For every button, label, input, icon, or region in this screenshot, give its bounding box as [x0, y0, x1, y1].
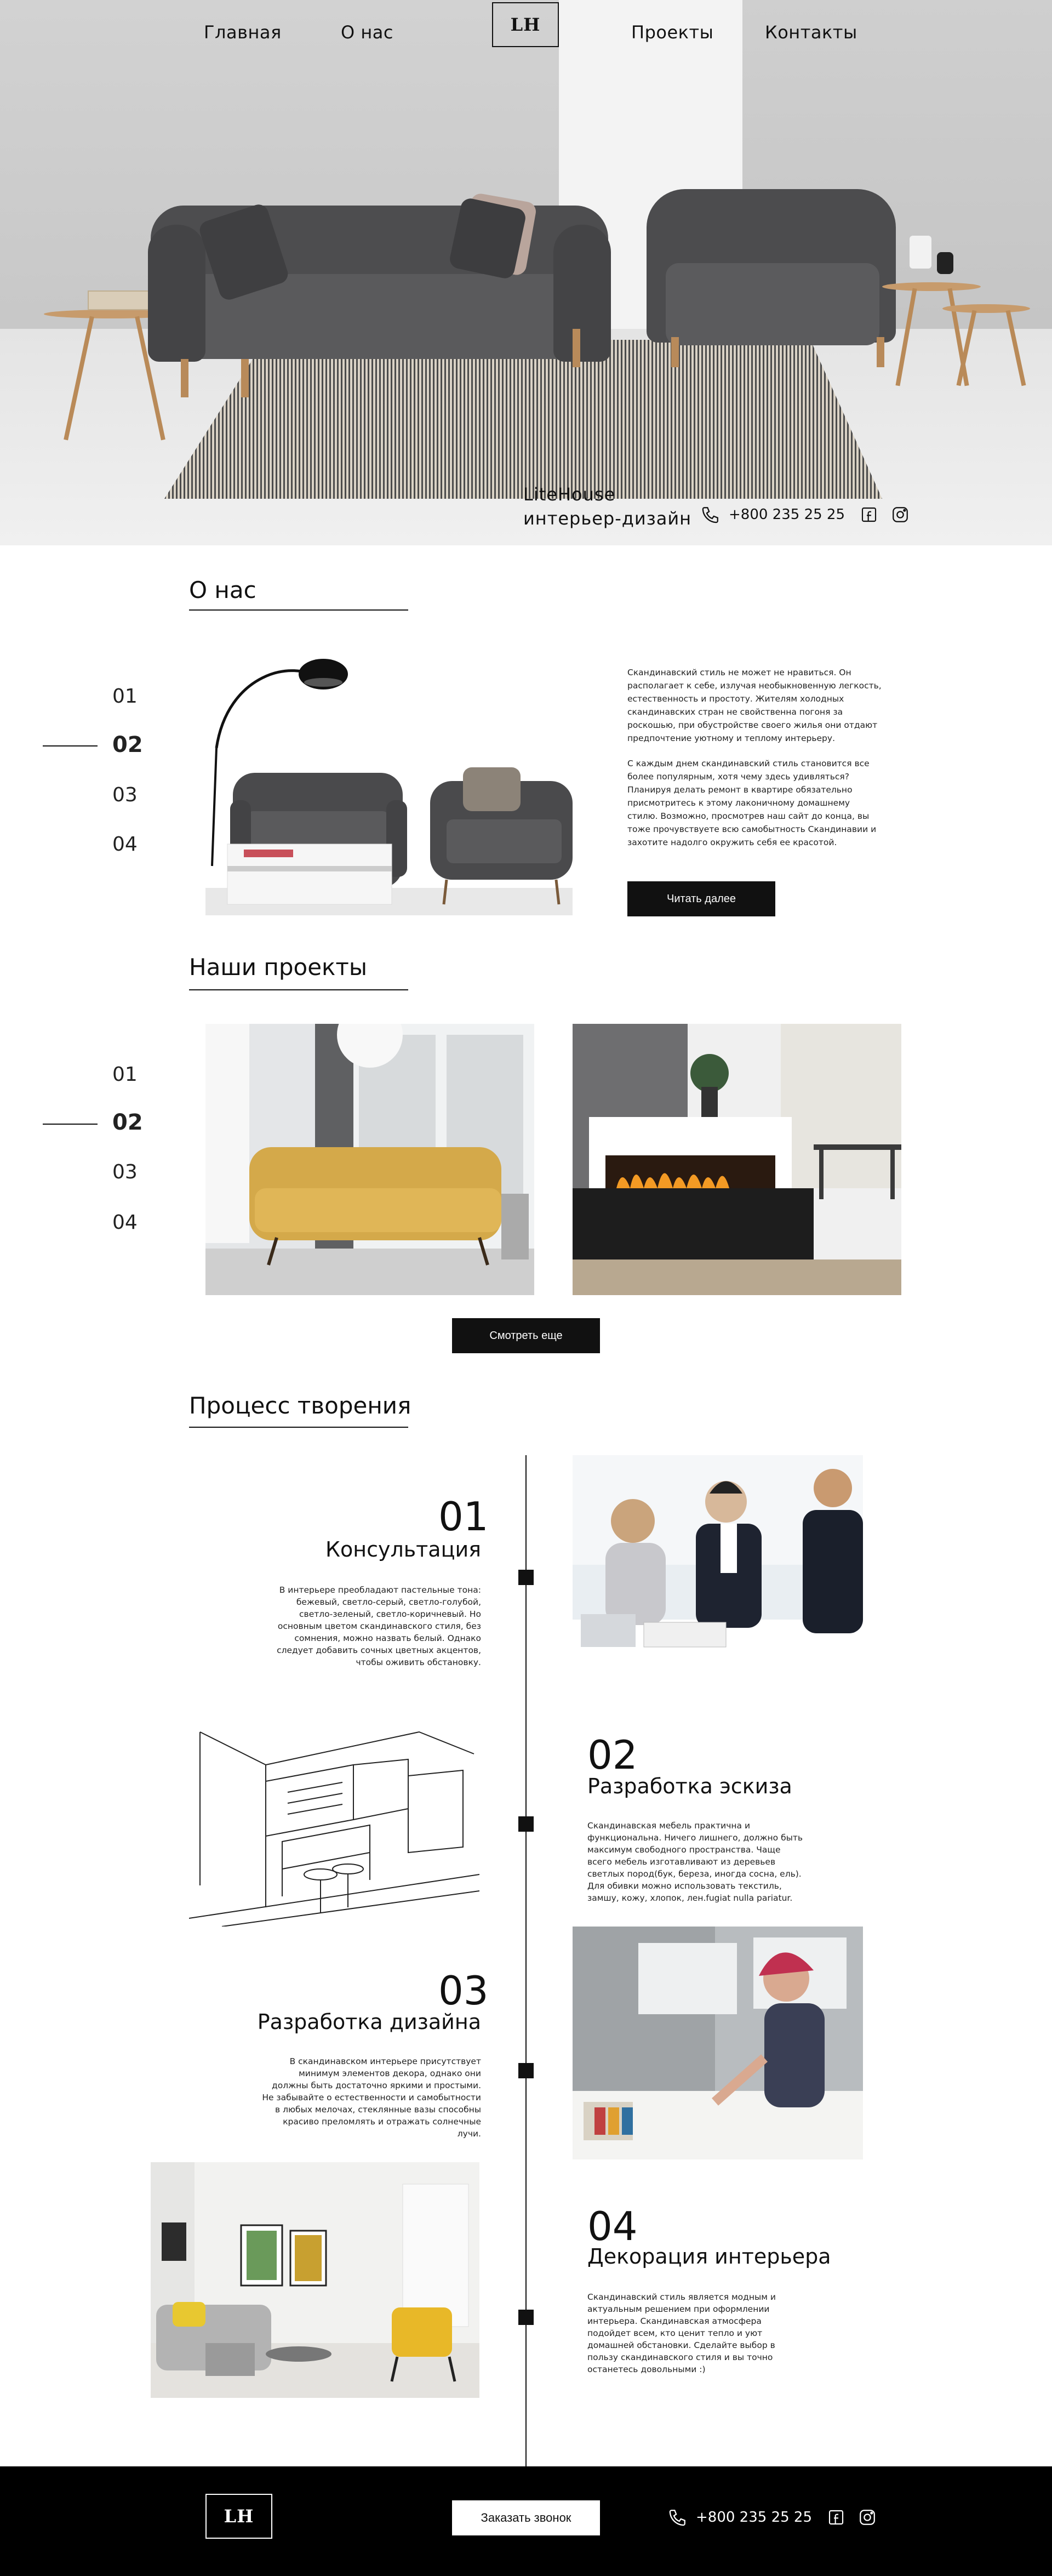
- hero-rug: [164, 340, 882, 499]
- hero-section: [0, 0, 1052, 545]
- step-4-title: Декорация интерьера: [587, 2244, 831, 2269]
- logo[interactable]: LH: [492, 2, 559, 47]
- vase: [937, 252, 953, 274]
- step-2-text: Скандинавская мебель практична и функциональна. Ничего лишнего, должно быть максимум свободного пространства. Чаще всего мебель изготавливают из деревьев светлых пород(бук, береза, иногда сосна, ель). Для обивки можно использовать текстиль, замшу, кожу, хлопок, лен.fugiat nulla pariatur.: [587, 1821, 803, 1903]
- step-4-number: 04: [587, 2203, 638, 2249]
- nav-link-contacts[interactable]: Контакты: [765, 22, 857, 43]
- sofa-leg: [241, 359, 249, 397]
- projects-nav-03[interactable]: 03: [112, 1161, 138, 1183]
- sofa-leg: [181, 359, 188, 397]
- brand-name: LiteHouse: [523, 484, 616, 505]
- step-1-title: Консультация: [325, 1537, 481, 1561]
- footer: [0, 2466, 1052, 2576]
- timeline-marker-1: [518, 1570, 534, 1585]
- brand-tagline: интерьер-дизайн: [523, 508, 692, 529]
- about-paragraph-2: С каждым днем скандинавский стиль становится все более популярным, хотя чему здесь удивляться? Планируя делать ремонт в квартире обязательно присмотритесь к этому лаконичному домашнему стилю. Возможно, просмотрев наш сайт до конца, вы тоже прочувствуете всю самобытность Скандинавии и захотите надолго окружить себя ее красотой.: [627, 759, 877, 847]
- sofa-arm: [148, 225, 205, 362]
- phone-icon: [668, 2508, 687, 2527]
- candle: [910, 236, 931, 269]
- project-image-fireplace[interactable]: [573, 1024, 901, 1295]
- side-table: [882, 282, 981, 291]
- about-nav-03[interactable]: 03: [112, 784, 138, 806]
- about-nav-04[interactable]: 04: [112, 833, 138, 856]
- hero-phone-number[interactable]: +800 235 25 25: [729, 506, 845, 523]
- instagram-icon[interactable]: [858, 2508, 877, 2527]
- side-table: [942, 304, 1030, 313]
- projects-nav-01[interactable]: 01: [112, 1063, 138, 1086]
- phone-icon: [701, 505, 720, 524]
- step-1-number: 01: [438, 1494, 489, 1540]
- hero-contacts: [701, 505, 910, 524]
- sofa-leg: [573, 329, 580, 367]
- armchair-leg: [877, 337, 884, 367]
- process-title: Процесс творения: [189, 1392, 411, 1419]
- sofa-arm: [553, 225, 611, 362]
- step-1-image-consultation: [573, 1455, 863, 1688]
- timeline-marker-2: [518, 1816, 534, 1832]
- see-more-button[interactable]: Смотреть еще: [452, 1318, 600, 1353]
- nav-link-projects[interactable]: Проекты: [631, 22, 714, 43]
- nav-link-about[interactable]: О нас: [341, 22, 393, 43]
- step-2-image-sketch: [189, 1710, 479, 1927]
- read-more-button[interactable]: Читать далее: [627, 881, 775, 916]
- about-image: [205, 636, 573, 915]
- step-4-image-living-room: [151, 2162, 479, 2398]
- step-3-number: 03: [438, 1968, 489, 2014]
- process-title-underline: [189, 1427, 408, 1428]
- facebook-icon[interactable]: [827, 2509, 845, 2526]
- step-4-text: Скандинавский стиль является модным и актуальным решением при оформлении интерьера. Скандинавская атмосфера подойдет всем, кто ценит тепло и уют домашней обстановки. Сделайте выбор в пользу скандинавского стиля и вы точно останетесь довольными :): [587, 2292, 776, 2374]
- hero-brand: [523, 482, 691, 531]
- projects-nav-active-line: [43, 1124, 98, 1125]
- about-title: О нас: [189, 577, 256, 603]
- footer-phone-number[interactable]: +800 235 25 25: [696, 2509, 812, 2526]
- armchair-leg: [671, 337, 679, 367]
- footer-contacts: [668, 2508, 877, 2527]
- nav-link-home[interactable]: Главная: [204, 22, 282, 43]
- order-call-button[interactable]: Заказать звонок: [452, 2500, 600, 2535]
- armchair-seat: [666, 263, 879, 345]
- projects-nav-02[interactable]: 02: [112, 1110, 143, 1135]
- projects-title-underline: [189, 989, 408, 990]
- about-title-underline: [189, 609, 408, 611]
- step-2-number: 02: [587, 1732, 638, 1778]
- project-image-yellow-sofa[interactable]: [205, 1024, 534, 1295]
- about-paragraph-1: Скандинавский стиль не может не нравиться. Он располагает к себе, излучая необыкновенную легкость, естественность и простоту. Жителям холодных скандинавских стран не свойственна погоня за роскошью, при обустройстве своего жилья они отдают предпочтение уютному и теплому интерьеру.: [627, 668, 882, 743]
- about-nav-02[interactable]: 02: [112, 732, 143, 757]
- step-3-text: В скандинавском интерьере присутствует минимум элементов декора, однако они должны быть достаточно яркими и простыми. Не забывайте о естественности и самобытности в любых мелочах, стеклянные вазы способны красиво преломлять и отражать солнечные лучи.: [262, 2056, 481, 2139]
- step-1-text: В интерьере преобладают пастельные тона: бежевый, светло-серый, светло-голубой, светло-зеленый, светло-коричневый. Но основным цветом скандинавского стиля, без сомнения, можно назвать белый. Однако следует добавить сочных цветных акцентов, чтобы оживить обстановку.: [277, 1585, 481, 1667]
- timeline-marker-4: [518, 2310, 534, 2325]
- about-text: [627, 666, 882, 861]
- about-nav-01[interactable]: 01: [112, 685, 138, 708]
- instagram-icon[interactable]: [891, 505, 910, 524]
- facebook-icon[interactable]: [860, 506, 878, 523]
- step-3-image-designer: [573, 1927, 863, 2159]
- projects-nav-04[interactable]: 04: [112, 1211, 138, 1234]
- footer-logo[interactable]: LH: [205, 2494, 272, 2539]
- projects-title: Наши проекты: [189, 954, 368, 981]
- step-3-title: Разработка дизайна: [257, 2010, 481, 2034]
- step-2-title: Разработка эскиза: [587, 1774, 792, 1798]
- about-nav-active-line: [43, 745, 98, 746]
- timeline-marker-3: [518, 2063, 534, 2078]
